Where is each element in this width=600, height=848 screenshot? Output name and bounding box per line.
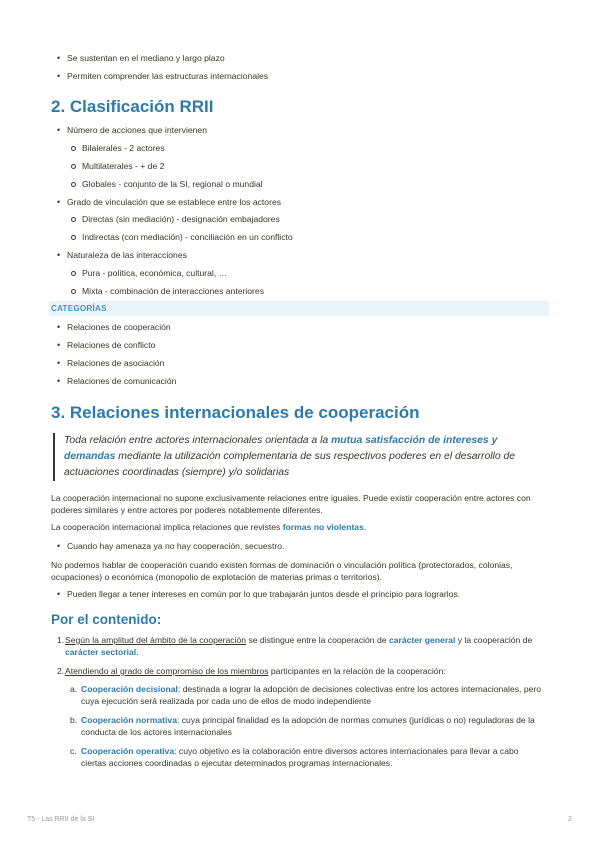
underlined-text: Según la amplitud del ámbito de la cooperación bbox=[65, 635, 247, 645]
list-item: • Relaciones de comunicación bbox=[67, 375, 176, 387]
item-text bbox=[65, 634, 541, 658]
text: . bbox=[136, 647, 139, 657]
list-item: • Relaciones de cooperación bbox=[67, 321, 171, 333]
sub-list-item: Indirectas (con mediación) - conciliación en un conflicto bbox=[82, 232, 293, 242]
sub-list-item: Globales - conjunto de la SI, regional o mundial bbox=[82, 179, 263, 189]
highlight: Cooperación decisional bbox=[81, 684, 178, 694]
text: participantes en la relación de la cooperación: bbox=[268, 666, 446, 676]
sub-list-item: Pura - política, económica, cultural, … bbox=[82, 268, 228, 278]
item-letter: b. bbox=[70, 715, 78, 725]
sub-list-item: Multilaterales - + de 2 bbox=[82, 161, 165, 171]
paragraph: No podemos hablar de cooperación cuando existen formas de dominación o vinculación política (protectorados, colonias, ocupaciones) o económica (monopolio de explotación de materias primas o territorios). bbox=[51, 560, 513, 582]
highlight: formas no violentas bbox=[282, 522, 364, 532]
list-item: • Se sustentan en el mediano y largo plazo bbox=[67, 52, 225, 64]
subsection-heading: Por el contenido: bbox=[51, 612, 162, 627]
paragraph-text: La cooperación internacional implica relaciones que revistes bbox=[51, 522, 283, 532]
text: : cuyo objetivo es la colaboración entre diversos actores internacionales para llevar a cabo ciertas acciones coordinadas o ejecutar determinados programas internacionales. bbox=[81, 746, 519, 768]
list-item: • Grado de vinculación que se establece entre los actores bbox=[67, 196, 281, 208]
categories-label: CATEGORÍAS bbox=[51, 304, 107, 313]
sub-list-item: Mixta - combinación de interacciones anteriores bbox=[82, 286, 264, 296]
item-number: 1. bbox=[57, 635, 65, 645]
text: : destinada a lograr la adopción de decisiones colectivas entre los actores internacionales, pero cuya ejecución será realizada por cada uno de ellos de modo independiente bbox=[81, 684, 542, 706]
item-text bbox=[81, 683, 546, 707]
quote-text: mediante la utilización complementaria de sus respectivos poderes en el desarrollo de actuaciones coordinadas (siempre) y/o solidarias bbox=[64, 451, 516, 478]
list-item: • Relaciones de asociación bbox=[67, 357, 164, 369]
list-item: • Número de acciones que intervienen bbox=[67, 124, 207, 136]
page-number: 2 bbox=[568, 816, 572, 823]
section-heading: 2. Clasificación RRII bbox=[51, 97, 214, 116]
paragraph-text: . bbox=[363, 522, 367, 532]
quote-highlight: mutua satisfacción de intereses y demandas bbox=[64, 435, 498, 462]
highlight: Cooperación operativa bbox=[81, 746, 175, 756]
text: : cuya principal finalidad es la adopción de normas comunes (jurídicas o no) reguladoras de la conducta de los actores internacionales bbox=[81, 715, 535, 737]
highlight: carácter sectorial bbox=[65, 647, 137, 657]
highlight: carácter general bbox=[388, 635, 456, 645]
item-text bbox=[65, 665, 541, 677]
item-letter: a. bbox=[70, 684, 78, 694]
list-item: • Pueden llegar a tener intereses en común por lo que trabajarán juntos desde el principio para lograrlos. bbox=[67, 588, 460, 600]
footer-title: T5 - Las RRII de la SI bbox=[27, 816, 95, 823]
categories-callout bbox=[49, 301, 549, 316]
sub-list-item: Bilalerales - 2 actores bbox=[82, 143, 165, 153]
list-item: • Naturaleza de las interacciones bbox=[67, 249, 187, 261]
sub-list-item: Directas (sin mediación) - designación embajadores bbox=[82, 214, 280, 224]
text: se distingue entre la cooperación de bbox=[246, 635, 389, 645]
underlined-text: Atendiendo al grado de compromiso de los miembros bbox=[65, 666, 269, 676]
item-text bbox=[81, 714, 546, 738]
list-item: • Cuando hay amenaza ya no hay cooperación, secuestro. bbox=[67, 540, 284, 552]
quote-text: Toda relación entre actores internacionales orientada a la bbox=[64, 435, 332, 446]
quote-block bbox=[53, 433, 534, 481]
section-heading: 3. Relaciones internacionales de cooperación bbox=[51, 403, 420, 422]
list-item: • Permiten comprender las estructuras internacionales bbox=[67, 70, 268, 82]
text: y la cooperación de bbox=[455, 635, 533, 645]
paragraph: La cooperación internacional no supone exclusivamente relaciones entre iguales. Puede existir cooperación entre actores con poderes similares y entre actores por poderes notablemente diferentes. bbox=[51, 493, 531, 515]
item-text bbox=[81, 745, 546, 769]
highlight: Cooperación normativa bbox=[81, 715, 177, 725]
item-number: 2. bbox=[57, 666, 65, 676]
paragraph bbox=[51, 521, 551, 533]
item-letter: c. bbox=[70, 746, 77, 756]
list-item: • Relaciones de conflicto bbox=[67, 339, 155, 351]
